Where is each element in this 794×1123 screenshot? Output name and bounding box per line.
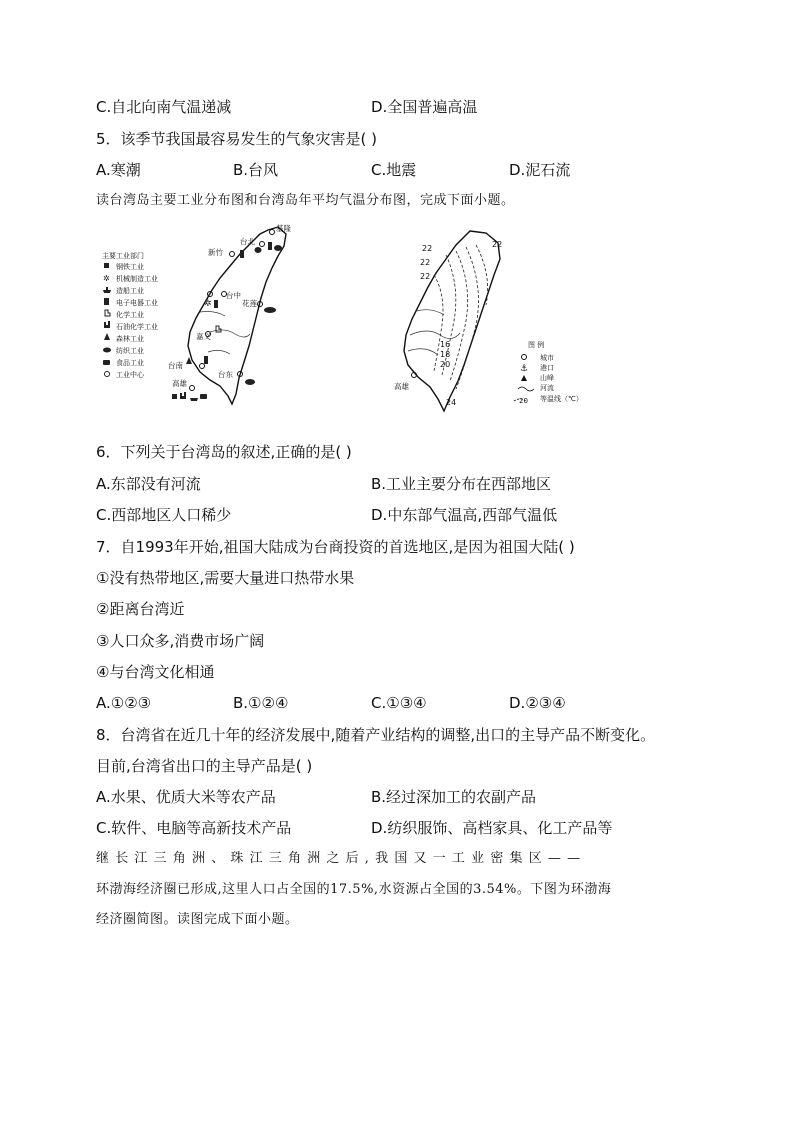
q5-option-a[interactable]: A.寒潮	[96, 161, 141, 179]
legend-item: 食品工业	[116, 359, 144, 367]
island-outline	[404, 231, 503, 411]
q7-option-a[interactable]: A.①②③	[96, 694, 152, 712]
legend-item: 电子电器工业	[116, 299, 158, 307]
q8-stem-line2: 目前,台湾省出口的主导产品是( )	[96, 757, 313, 775]
city-label: 花莲	[242, 299, 257, 308]
textile-icon	[103, 348, 111, 353]
q7-option-c[interactable]: C.①③④	[371, 694, 427, 712]
isotherm-label: 24	[446, 398, 457, 407]
city-icon	[522, 355, 527, 360]
mountain-peak-icon	[521, 375, 527, 381]
q7-stem: 7．自1993年开始,祖国大陆成为台商投资的首选地区,是因为祖国大陆( )	[96, 538, 575, 556]
q8-stem-line1: 8．台湾省在近几十年的经济发展中,随着产业结构的调整,出口的主导产品不断变化。	[96, 726, 656, 744]
isotherm-label: 22	[420, 272, 431, 281]
river	[200, 312, 225, 317]
isotherm-line	[456, 247, 478, 389]
city-marker	[190, 386, 195, 391]
bohai-intro-line2: 环渤海经济圈已形成,这里人口占全国的17.5%,水资源占全国的3.54%。下图为环渤海	[96, 882, 612, 897]
q6-option-d[interactable]: D.中东部气温高,西部气温低	[371, 506, 558, 524]
city-label: 台中	[226, 291, 241, 300]
legend-item: 河流	[540, 384, 554, 392]
forest-icon	[104, 333, 110, 340]
isotherm-line	[476, 245, 488, 305]
electronics-icon	[104, 298, 109, 305]
electronics-icon	[240, 250, 244, 258]
legend-item: 港口	[540, 364, 554, 372]
river	[208, 350, 230, 354]
isotherm-label: 22	[422, 244, 433, 253]
q7-option-d[interactable]: D.②③④	[509, 694, 566, 712]
river	[416, 310, 444, 315]
legend-item: 工业中心	[116, 371, 144, 379]
textile-icon	[255, 247, 262, 253]
island-outline	[188, 227, 286, 404]
q6-option-c[interactable]: C.西部地区人口稀少	[96, 506, 232, 524]
city-label: 台东	[218, 370, 233, 379]
q7-item-2: ②距离台湾近	[96, 600, 185, 618]
q8-option-a[interactable]: A.水果、优质大米等农产品	[96, 788, 276, 806]
electronics-icon	[204, 356, 208, 364]
q7-item-4: ④与台湾文化相通	[96, 663, 215, 681]
city-label: 新竹	[208, 248, 223, 257]
ship-icon	[190, 398, 198, 401]
electronics-icon	[268, 242, 272, 250]
isotherm-legend-value: 20	[519, 397, 528, 405]
city-label: 台北	[240, 237, 255, 246]
q6-stem: 6．下列关于台湾岛的叙述,正确的是( )	[96, 443, 352, 461]
q8-option-c[interactable]: C.软件、电脑等高新技术产品	[96, 819, 292, 837]
city-marker	[230, 252, 235, 257]
q8-option-d[interactable]: D.纺织服饰、高档家具、化工产品等	[371, 819, 613, 837]
q7-item-3: ③人口众多,消费市场广阔	[96, 632, 265, 650]
legend-item: 石油化学工业	[116, 323, 158, 331]
legend-item: 造船工业	[116, 287, 144, 295]
city-marker	[270, 230, 275, 235]
bohai-intro-line1: 继长江三角洲、珠江三角洲之后,我国又一工业密集区——	[96, 851, 587, 866]
q6-option-a[interactable]: A.东部没有河流	[96, 475, 201, 493]
textile-icon	[245, 379, 255, 385]
river	[408, 349, 438, 355]
legend-title: 主要工业部门	[102, 252, 144, 260]
isotherm-label: 22	[420, 258, 431, 267]
isotherm-label: 20	[440, 360, 451, 369]
bohai-intro-line3: 经济圈简图。读图完成下面小题。	[96, 912, 299, 927]
taiwan-industry-map	[100, 222, 305, 407]
city-label: 高雄	[172, 379, 187, 388]
electronics-icon	[214, 300, 218, 308]
legend-item: 森林工业	[116, 335, 144, 343]
legend-item: 山峰	[540, 374, 554, 382]
isotherm-label: 18	[440, 350, 451, 359]
q7-option-b[interactable]: B.①②④	[233, 694, 289, 712]
city-marker	[200, 364, 205, 369]
q8-option-b[interactable]: B.经过深加工的农副产品	[371, 788, 537, 806]
gear-icon: ✲	[103, 274, 110, 283]
legend-title: 图 例	[528, 341, 545, 349]
food-icon	[103, 360, 110, 365]
legend-item: 城市	[540, 354, 554, 362]
river-icon	[518, 387, 534, 391]
petrochemical-icon	[104, 321, 110, 328]
q6-option-b[interactable]: B.工业主要分布在西部地区	[371, 475, 552, 493]
q4-option-d[interactable]: D.全国普遍高温	[371, 98, 478, 116]
chemical-icon	[216, 326, 221, 332]
legend-item: 纺织工业	[116, 347, 144, 355]
isotherm-label: 16	[440, 340, 451, 349]
city-label: 台南	[168, 361, 183, 370]
taiwan-intro: 读台湾岛主要工业分布图和台湾岛年平均气温分布图，完成下面小题。	[96, 193, 515, 208]
q5-option-b[interactable]: B.台风	[233, 161, 279, 179]
q5-option-d[interactable]: D.泥石流	[509, 161, 571, 179]
city-marker	[260, 242, 265, 247]
textile-icon	[264, 307, 276, 313]
legend-item: 化学工业	[116, 311, 144, 319]
river	[410, 331, 460, 339]
city-label: 高雄	[394, 382, 409, 391]
petrochemical-icon	[180, 392, 186, 399]
q5-option-c[interactable]: C.地震	[371, 161, 417, 179]
chemical-icon	[105, 310, 110, 316]
legend-item: 机械制造工业	[116, 275, 158, 283]
taiwan-temperature-map	[390, 225, 630, 413]
steel-icon	[172, 394, 177, 399]
anchor-icon: ⚓	[520, 364, 529, 374]
isotherm-label: 22	[492, 240, 503, 249]
city-label: 基隆	[276, 224, 291, 233]
q5-stem: 5．该季节我国最容易发生的气象灾害是( )	[96, 130, 378, 148]
gear-icon: ✲	[204, 299, 212, 309]
industry-center-icon	[105, 372, 110, 377]
ship-icon	[103, 287, 111, 293]
q4-option-c[interactable]: C.自北向南气温递减	[96, 98, 232, 116]
steel-icon	[104, 263, 109, 268]
legend-item: 钢铁工业	[116, 263, 144, 271]
city-label: 嘉义	[196, 332, 211, 341]
textile-icon	[274, 245, 282, 251]
food-icon	[200, 394, 207, 399]
q7-item-1: ①没有热带地区,需要大量进口热带水果	[96, 569, 355, 587]
legend-item: 等温线（℃）	[540, 395, 583, 403]
